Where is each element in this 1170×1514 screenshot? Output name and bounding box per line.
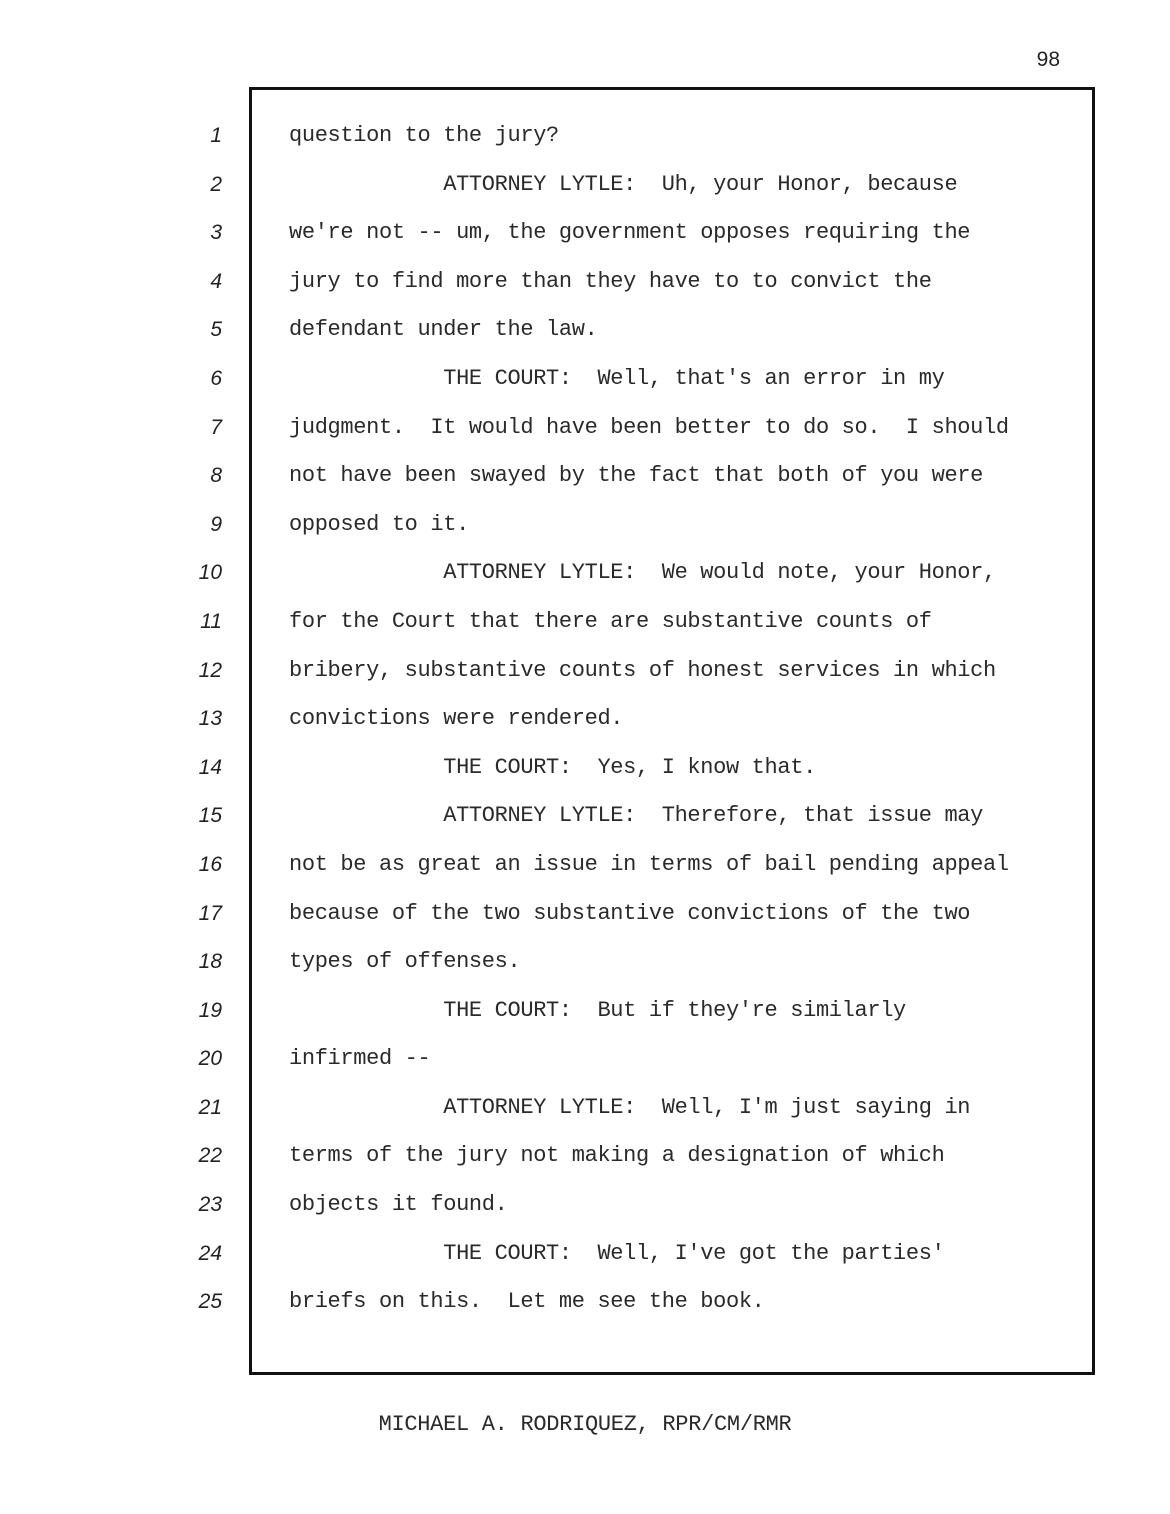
- line-number: 17: [198, 901, 222, 925]
- transcript-line: terms of the jury not making a designation of which: [289, 1143, 945, 1169]
- page-number: 98: [1036, 48, 1060, 71]
- transcript-line: THE COURT: Well, that's an error in my: [289, 365, 945, 391]
- line-number: 4: [210, 269, 222, 293]
- transcript-line: ATTORNEY LYTLE: Uh, your Honor, because: [289, 171, 958, 197]
- transcript-line: we're not -- um, the government opposes requiring the: [289, 220, 971, 246]
- line-number: 18: [198, 950, 222, 974]
- line-number: 1: [210, 124, 222, 147]
- transcript-line: types of offenses.: [289, 949, 521, 975]
- transcript-line: infirmed --: [289, 1046, 431, 1072]
- line-number: 14: [198, 755, 222, 779]
- line-number: 8: [210, 464, 222, 488]
- line-number: 20: [198, 1047, 222, 1071]
- transcript-line: question to the jury?: [289, 123, 559, 148]
- transcript-line: THE COURT: But if they're similarly: [289, 997, 906, 1023]
- line-number: 5: [210, 318, 222, 342]
- line-number: 10: [198, 561, 222, 585]
- transcript-line: ATTORNEY LYTLE: We would note, your Honor,: [289, 560, 996, 586]
- line-number: 21: [198, 1095, 222, 1119]
- reporter-footer: MICHAEL A. RODRIQUEZ, RPR/CM/RMR: [378, 1412, 792, 1437]
- line-number: 3: [210, 221, 222, 245]
- line-number: 15: [198, 804, 222, 828]
- line-number: 2: [210, 172, 222, 196]
- line-number: 7: [210, 415, 222, 439]
- transcript-line: for the Court that there are substantive counts of: [289, 608, 932, 634]
- line-number: 12: [198, 658, 222, 682]
- line-number: 22: [198, 1144, 222, 1168]
- line-number: 23: [198, 1193, 222, 1217]
- line-number: 11: [200, 609, 222, 633]
- line-number: 19: [198, 998, 222, 1022]
- line-number: 6: [210, 366, 222, 390]
- transcript-line: because of the two substantive convictions of the two: [289, 900, 971, 926]
- transcript-body: [289, 112, 1079, 1327]
- transcript-line: ATTORNEY LYTLE: Well, I'm just saying in: [289, 1094, 971, 1120]
- transcript-line: objects it found.: [289, 1192, 508, 1218]
- transcript-line: THE COURT: Well, I've got the parties': [289, 1240, 945, 1266]
- transcript-line: bribery, substantive counts of honest services in which: [289, 657, 996, 683]
- transcript-line: jury to find more than they have to to convict the: [289, 268, 932, 294]
- transcript-line: briefs on this. Let me see the book.: [289, 1289, 765, 1315]
- transcript-line: judgment. It would have been better to do so. I should: [289, 414, 1009, 440]
- line-number-column: [150, 112, 222, 1327]
- line-number: 24: [198, 1241, 222, 1265]
- transcript-line: not have been swayed by the fact that both of you were: [289, 463, 984, 489]
- line-number: 25: [198, 1290, 222, 1314]
- transcript-line: defendant under the law.: [289, 317, 598, 343]
- transcript-line: not be as great an issue in terms of bail pending appeal: [289, 851, 1009, 877]
- transcript-line: ATTORNEY LYTLE: Therefore, that issue may: [289, 803, 984, 829]
- line-number: 9: [210, 512, 222, 536]
- transcript-line: convictions were rendered.: [289, 706, 624, 732]
- line-number: 13: [198, 707, 222, 731]
- transcript-line: opposed to it.: [289, 511, 469, 537]
- transcript-line: THE COURT: Yes, I know that.: [289, 754, 816, 780]
- line-number: 16: [198, 852, 222, 876]
